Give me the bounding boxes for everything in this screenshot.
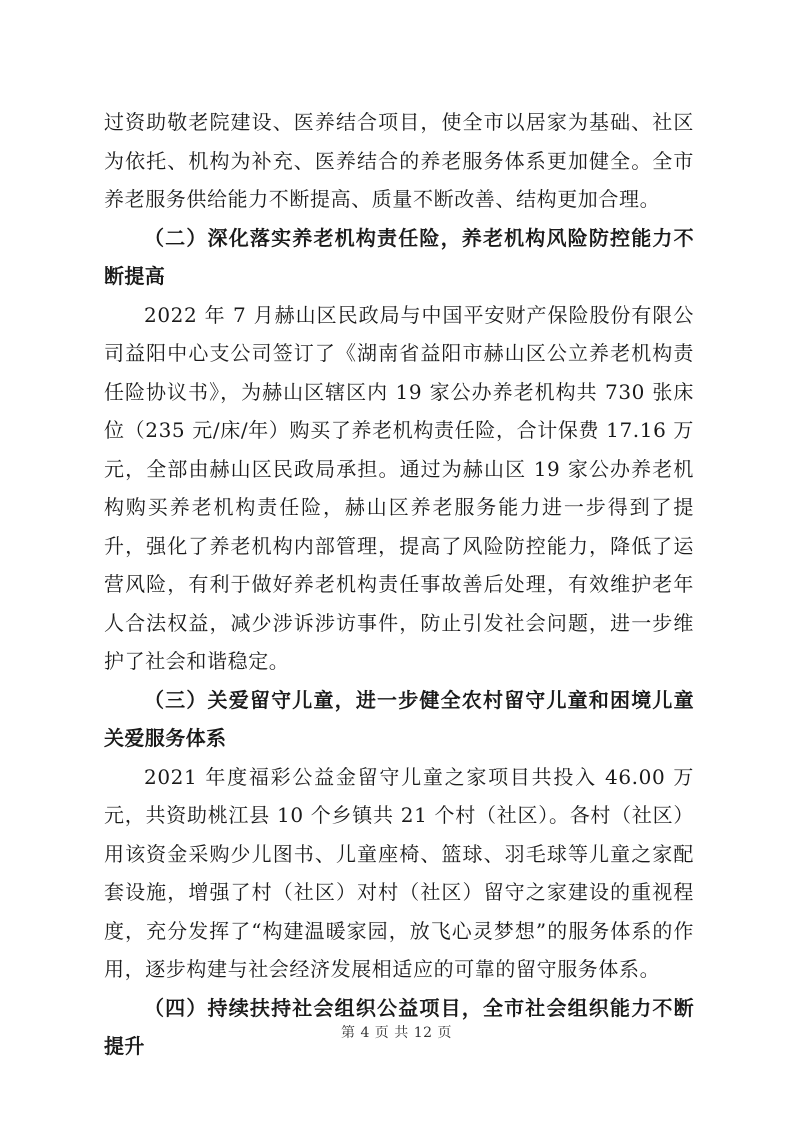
- paragraph-left-behind-children: 2021 年度福彩公益金留守儿童之家项目共投入 46.00 万元，共资助桃江县 10 个乡镇共 21 个村（社区）。各村（社区）用该资金采购少儿图书、儿童座椅、篮球、羽毛球等儿童之家配套设施，增强了村（社区）对村（社区）留守之家建设的重视程度，充分发挥了“构建温暖家园，放飞心灵梦想”的服务体系的作用，逐步构建与社会经济发展相适应的可靠的留守服务体系。: [104, 764, 694, 981]
- page-footer: 第 4 页 共 12 页: [341, 1025, 452, 1041]
- paragraph-continuation: 过资助敬老院建设、医养结合项目，使全市以居家为基础、社区为依托、机构为补充、医养结合的养老服务体系更加健全。全市养老服务供给能力不断提高、质量不断改善、结构更加合理。: [104, 110, 694, 211]
- document-body: [104, 103, 694, 1066]
- section-heading-3: （三）关爱留守儿童，进一步健全农村留守儿童和困境儿童关爱服务体系: [104, 687, 694, 750]
- section-heading-4: （四）持续扶持社会组织公益项目，全市社会组织能力不断提升: [104, 995, 694, 1058]
- section-heading-2: （二）深化落实养老机构责任险，养老机构风险防控能力不断提高: [104, 225, 694, 288]
- paragraph-liability-insurance: 2022 年 7 月赫山区民政局与中国平安财产保险股份有限公司益阳中心支公司签订了《湖南省益阳市赫山区公立养老机构责任险协议书》，为赫山区辖区内 19 家公办养老机构共 730 张床位（235 元/床/年）购买了养老机构责任险，合计保费 17.16 万元，全部由赫山区民政局承担。通过为赫山区 19 家公办养老机构购买养老机构责任险，赫山区养老服务能力进一步得到了提升，强化了养老机构内部管理，提高了风险防控能力，降低了运营风险，有利于做好养老机构责任事故善后处理，有效维护老年人合法权益，减少涉诉涉访事件，防止引发社会问题，进一步维护了社会和谐稳定。: [104, 302, 694, 673]
